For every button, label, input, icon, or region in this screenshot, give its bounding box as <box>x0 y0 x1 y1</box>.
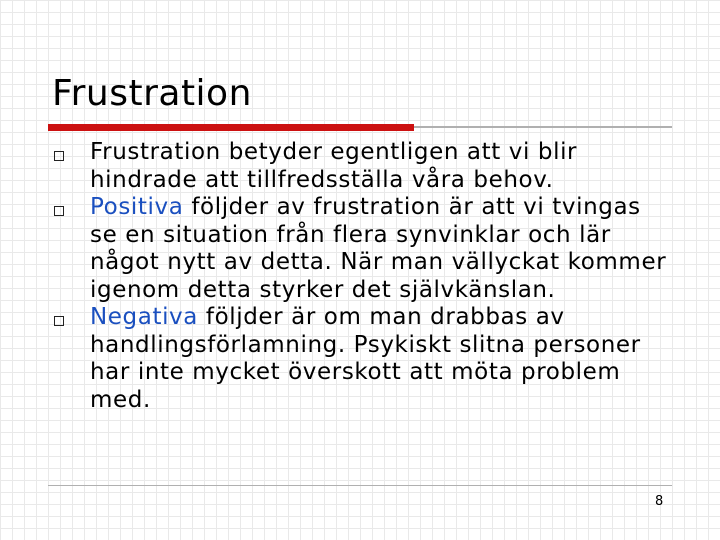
hollow-square-bullet-icon <box>54 151 64 161</box>
title-underline-accent <box>48 124 414 131</box>
slide-title: Frustration <box>52 73 252 114</box>
page-number: 8 <box>655 494 664 509</box>
bullet-item-positive <box>50 194 670 304</box>
bullet-text: Frustration betyder egentligen att vi blir hindrade att tillfredsställa våra behov. <box>90 139 578 193</box>
bullet-highlight-term: Positiva <box>90 194 184 220</box>
footer-divider <box>48 485 672 486</box>
bullet-list <box>50 139 670 414</box>
bullet-highlight-term: Negativa <box>90 304 198 330</box>
title-underline-rule <box>414 126 672 128</box>
bullet-item-negative <box>50 304 670 414</box>
bullet-text: följder av frustration är att vi tvingas se en situation från flera synvinklar och lär något nytt av detta. När man vällyckat kommer igenom detta styrker det självkänslan. <box>90 194 667 303</box>
bullet-item-definition <box>50 139 670 194</box>
hollow-square-bullet-icon <box>54 206 64 216</box>
bullet-text: följder är om man drabbas av handlingsförlamning. Psykiskt slitna personer har inte mycket överskott att möta problem med. <box>90 304 641 413</box>
hollow-square-bullet-icon <box>54 316 64 326</box>
